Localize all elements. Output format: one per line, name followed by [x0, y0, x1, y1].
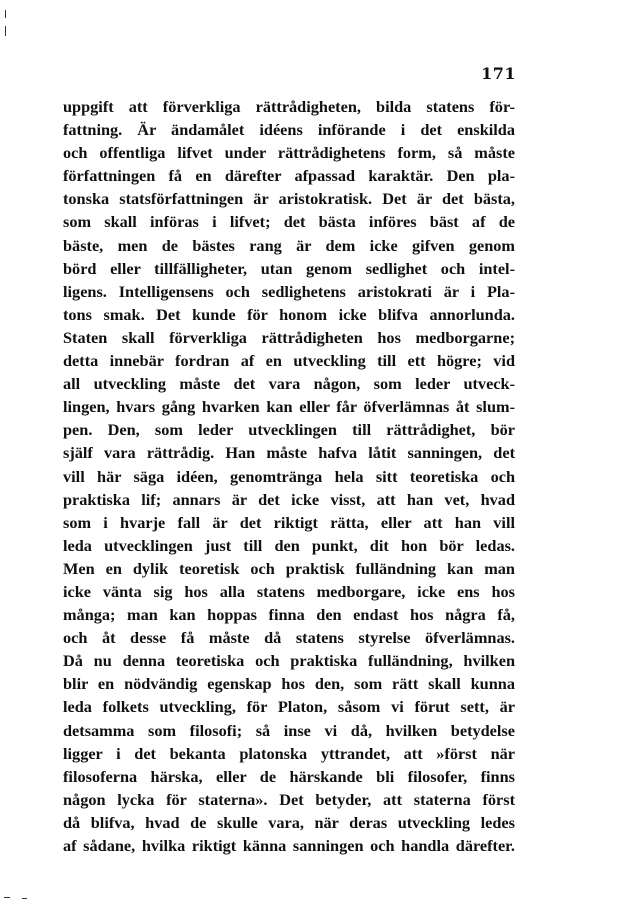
text-line: vill här säga idéen, genomtränga hela sitt teoretiska och: [63, 466, 515, 486]
page-number: 171: [481, 64, 516, 83]
text-line: praktiska lif; annars är det icke visst, att han vet, hvad: [63, 489, 515, 509]
text-line: uppgift att förverkliga rättrådigheten, bilda statens för-: [63, 97, 515, 116]
text-line: tonska statsförfattningen är aristokratisk. Det är det bästa,: [63, 189, 515, 209]
text-line: leda folkets utveckling, för Platon, såsom vi förut sett, är: [63, 697, 515, 717]
text-line: många; man kan hoppas finna den endast hos några få,: [63, 605, 515, 625]
text-line: författningen få en därefter afpassad karaktär. Den pla-: [63, 166, 515, 186]
margin-mark-top: [5, 10, 6, 18]
margin-mark-top-lower: [5, 26, 6, 36]
text-line: lingen, hvars gång hvarken kan eller får öfverlämnas åt slum-: [63, 397, 515, 417]
text-line: pen. Den, som leder utvecklingen till rättrådighet, bör: [63, 420, 515, 440]
body-text: [63, 95, 515, 857]
text-line: detsamma som filosofi; så inse vi då, hvilken betydelse: [63, 720, 515, 740]
text-line: Staten skall förverkliga rättrådigheten hos medborgarne;: [63, 327, 515, 347]
text-line: tons smak. Det kunde för honom icke blifva annorlunda.: [63, 304, 515, 324]
text-line: all utveckling måste det vara någon, som leder utveck-: [63, 374, 515, 394]
text-line: som i hvarje fall är det riktigt rätta, eller att han vill: [63, 512, 515, 532]
text-line: då blifva, hvad de skulle vara, när deras utveckling ledes: [63, 812, 515, 832]
text-line: icke vänta sig hos alla statens medborgare, icke ens hos: [63, 581, 515, 601]
text-line: själf vara rättrådig. Han måste hafva låtit sanningen, det: [63, 443, 515, 463]
text-line: och offentliga lifvet under rättrådighetens form, så måste: [63, 143, 515, 163]
text-line: af sådane, hvilka riktigt känna sanningen och handla därefter.: [63, 836, 515, 855]
text-line: ligens. Intelligensens och sedlighetens aristokrati är i Pla-: [63, 281, 515, 301]
margin-mark-bottom: [4, 897, 10, 898]
text-line: Men en dylik teoretisk och praktisk fulländning kan man: [63, 558, 515, 578]
margin-mark-bottom-right: [22, 898, 27, 899]
text-line: detta innebär fordran af en utveckling till ett högre; vid: [63, 351, 515, 371]
text-line: leda utvecklingen just till den punkt, dit hon bör ledas.: [63, 535, 515, 555]
text-line: Då nu denna teoretiska och praktiska fulländning, hvilken: [63, 651, 515, 671]
text-line: ligger i det bekanta platonska yttrandet, att »först när: [63, 743, 515, 763]
text-line: fattning. Är ändamålet idéens införande i det enskilda: [63, 120, 515, 140]
text-line: som skall införas i lifvet; det bästa införes bäst af de: [63, 212, 515, 232]
text-line: filosoferna härska, eller de härskande bli filosofer, finns: [63, 766, 515, 786]
text-line: börd eller tillfälligheter, utan genom sedlighet och intel-: [63, 258, 515, 278]
text-line: någon lycka för staterna». Det betyder, att staterna först: [63, 789, 515, 809]
text-line: bäste, men de bästes rang är dem icke gifven genom: [63, 235, 515, 255]
text-line: och åt desse få måste då statens styrelse öfverlämnas.: [63, 628, 515, 648]
text-line: blir en nödvändig egenskap hos den, som rätt skall kunna: [63, 674, 515, 694]
